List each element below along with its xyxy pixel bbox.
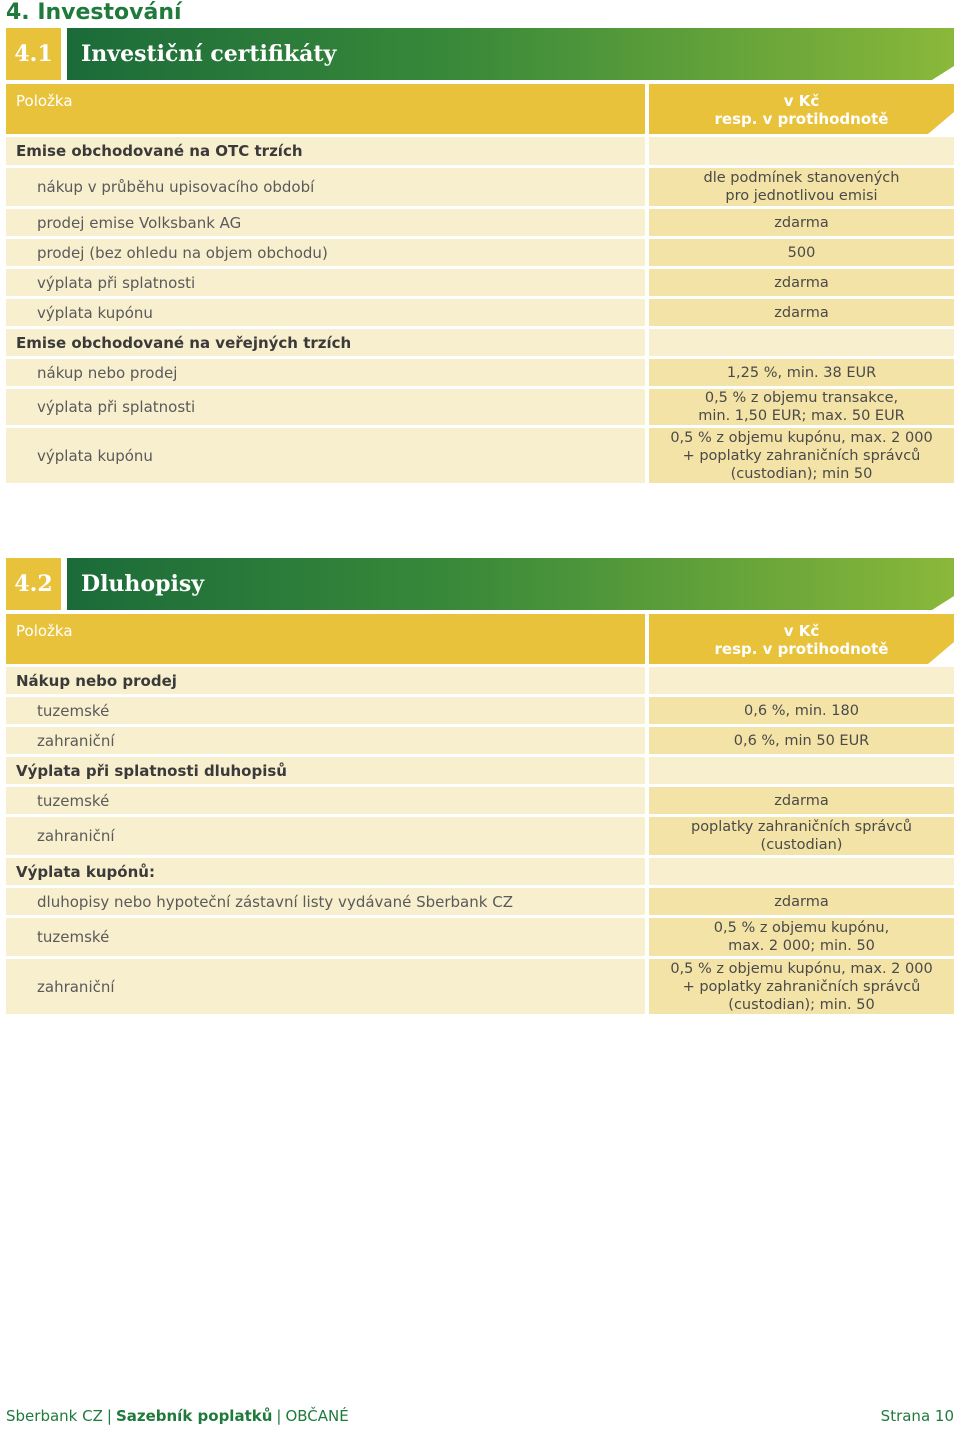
- table-row: [6, 209, 954, 236]
- corner-fold: [932, 66, 954, 80]
- row-value: zdarma: [649, 787, 954, 814]
- row-value: 0,5 % z objemu transakce, min. 1,50 EUR; max. 50 EUR: [649, 389, 954, 425]
- table-row: [6, 787, 954, 814]
- row-label: tuzemské: [6, 918, 645, 956]
- row-value: zdarma: [649, 299, 954, 326]
- table-row: [6, 168, 954, 206]
- table-group-row: [6, 329, 954, 356]
- row-label: prodej emise Volksbank AG: [6, 209, 645, 236]
- column-header-price: [649, 84, 954, 134]
- section-number: 4.1: [6, 28, 61, 80]
- table-row: [6, 727, 954, 754]
- section-investment-certificates: [6, 28, 954, 483]
- page-number: Strana 10: [880, 1407, 954, 1425]
- column-header-price: [649, 614, 954, 664]
- footer-company: Sberbank CZ: [6, 1407, 103, 1425]
- table-row: [6, 299, 954, 326]
- row-label: výplata při splatnosti: [6, 389, 645, 425]
- table-header: [6, 84, 954, 134]
- row-label: výplata při splatnosti: [6, 269, 645, 296]
- footer-document: Sazebník poplatků: [115, 1407, 273, 1425]
- page-footer: Sberbank CZ | Sazebník poplatků | OBČANÉ Strana 10: [6, 1407, 954, 1429]
- column-header-currency: v Kč: [783, 622, 820, 640]
- row-label: zahraniční: [6, 727, 645, 754]
- row-label: zahraniční: [6, 959, 645, 1014]
- row-value: zdarma: [649, 269, 954, 296]
- table-row: [6, 888, 954, 915]
- table-group-row: [6, 757, 954, 784]
- section-title-text: Investiční certifikáty: [81, 41, 337, 67]
- column-header-equivalent: resp. v protihodnotě: [714, 110, 889, 128]
- row-label: nákup v průběhu upisovacího období: [6, 168, 645, 206]
- row-value: 0,5 % z objemu kupónu, max. 2 000 + poplatky zahraničních správců (custodian); min. 50: [649, 959, 954, 1014]
- corner-fold: [932, 596, 954, 610]
- table-group-row: [6, 858, 954, 885]
- table-body: [6, 137, 954, 483]
- row-value: zdarma: [649, 209, 954, 236]
- row-value: [649, 137, 954, 165]
- row-label: Emise obchodované na veřejných trzích: [6, 329, 645, 356]
- footer-segment: OBČANÉ: [285, 1407, 349, 1425]
- row-value: zdarma: [649, 888, 954, 915]
- table-group-row: [6, 137, 954, 165]
- row-value: poplatky zahraničních správců (custodian): [649, 817, 954, 855]
- section-number: 4.2: [6, 558, 61, 610]
- column-header-equivalent: resp. v protihodnotě: [714, 640, 889, 658]
- table-row: [6, 918, 954, 956]
- section-title: [67, 558, 954, 610]
- row-label: Nákup nebo prodej: [6, 667, 645, 694]
- column-header-currency: v Kč: [783, 92, 820, 110]
- section-header: [6, 28, 954, 80]
- row-label: výplata kupónu: [6, 428, 645, 483]
- row-value: [649, 329, 954, 356]
- row-label: tuzemské: [6, 787, 645, 814]
- row-value: [649, 667, 954, 694]
- row-label: výplata kupónu: [6, 299, 645, 326]
- row-label: tuzemské: [6, 697, 645, 724]
- table-row: [6, 269, 954, 296]
- row-value: [649, 858, 954, 885]
- table-row: [6, 959, 954, 1014]
- row-label: prodej (bez ohledu na objem obchodu): [6, 239, 645, 266]
- column-header-item: Položka: [6, 614, 645, 664]
- row-value: 0,6 %, min 50 EUR: [649, 727, 954, 754]
- row-value: dle podmínek stanovených pro jednotlivou emisi: [649, 168, 954, 206]
- row-value: 1,25 %, min. 38 EUR: [649, 359, 954, 386]
- row-label: dluhopisy nebo hypoteční zástavní listy vydávané Sberbank CZ: [6, 888, 645, 915]
- table-row: [6, 428, 954, 483]
- row-label: zahraniční: [6, 817, 645, 855]
- table-group-row: [6, 667, 954, 694]
- row-label: Výplata kupónů:: [6, 858, 645, 885]
- row-value: 500: [649, 239, 954, 266]
- section-title-text: Dluhopisy: [81, 571, 205, 597]
- column-header-item: Položka: [6, 84, 645, 134]
- table-row: [6, 359, 954, 386]
- section-bonds: [6, 558, 954, 1014]
- row-value: 0,6 %, min. 180: [649, 697, 954, 724]
- table-row: [6, 239, 954, 266]
- row-label: Výplata při splatnosti dluhopisů: [6, 757, 645, 784]
- row-value: 0,5 % z objemu kupónu, max. 2 000 + poplatky zahraničních správců (custodian); min 50: [649, 428, 954, 483]
- row-label: nákup nebo prodej: [6, 359, 645, 386]
- row-label: Emise obchodované na OTC trzích: [6, 137, 645, 165]
- table-row: [6, 697, 954, 724]
- row-value: 0,5 % z objemu kupónu, max. 2 000; min. 50: [649, 918, 954, 956]
- table-header: [6, 614, 954, 664]
- section-header: [6, 558, 954, 610]
- table-body: [6, 667, 954, 1014]
- table-row: [6, 817, 954, 855]
- chapter-title: 4. Investování: [6, 0, 182, 25]
- section-title: [67, 28, 954, 80]
- table-row: [6, 389, 954, 425]
- row-value: [649, 757, 954, 784]
